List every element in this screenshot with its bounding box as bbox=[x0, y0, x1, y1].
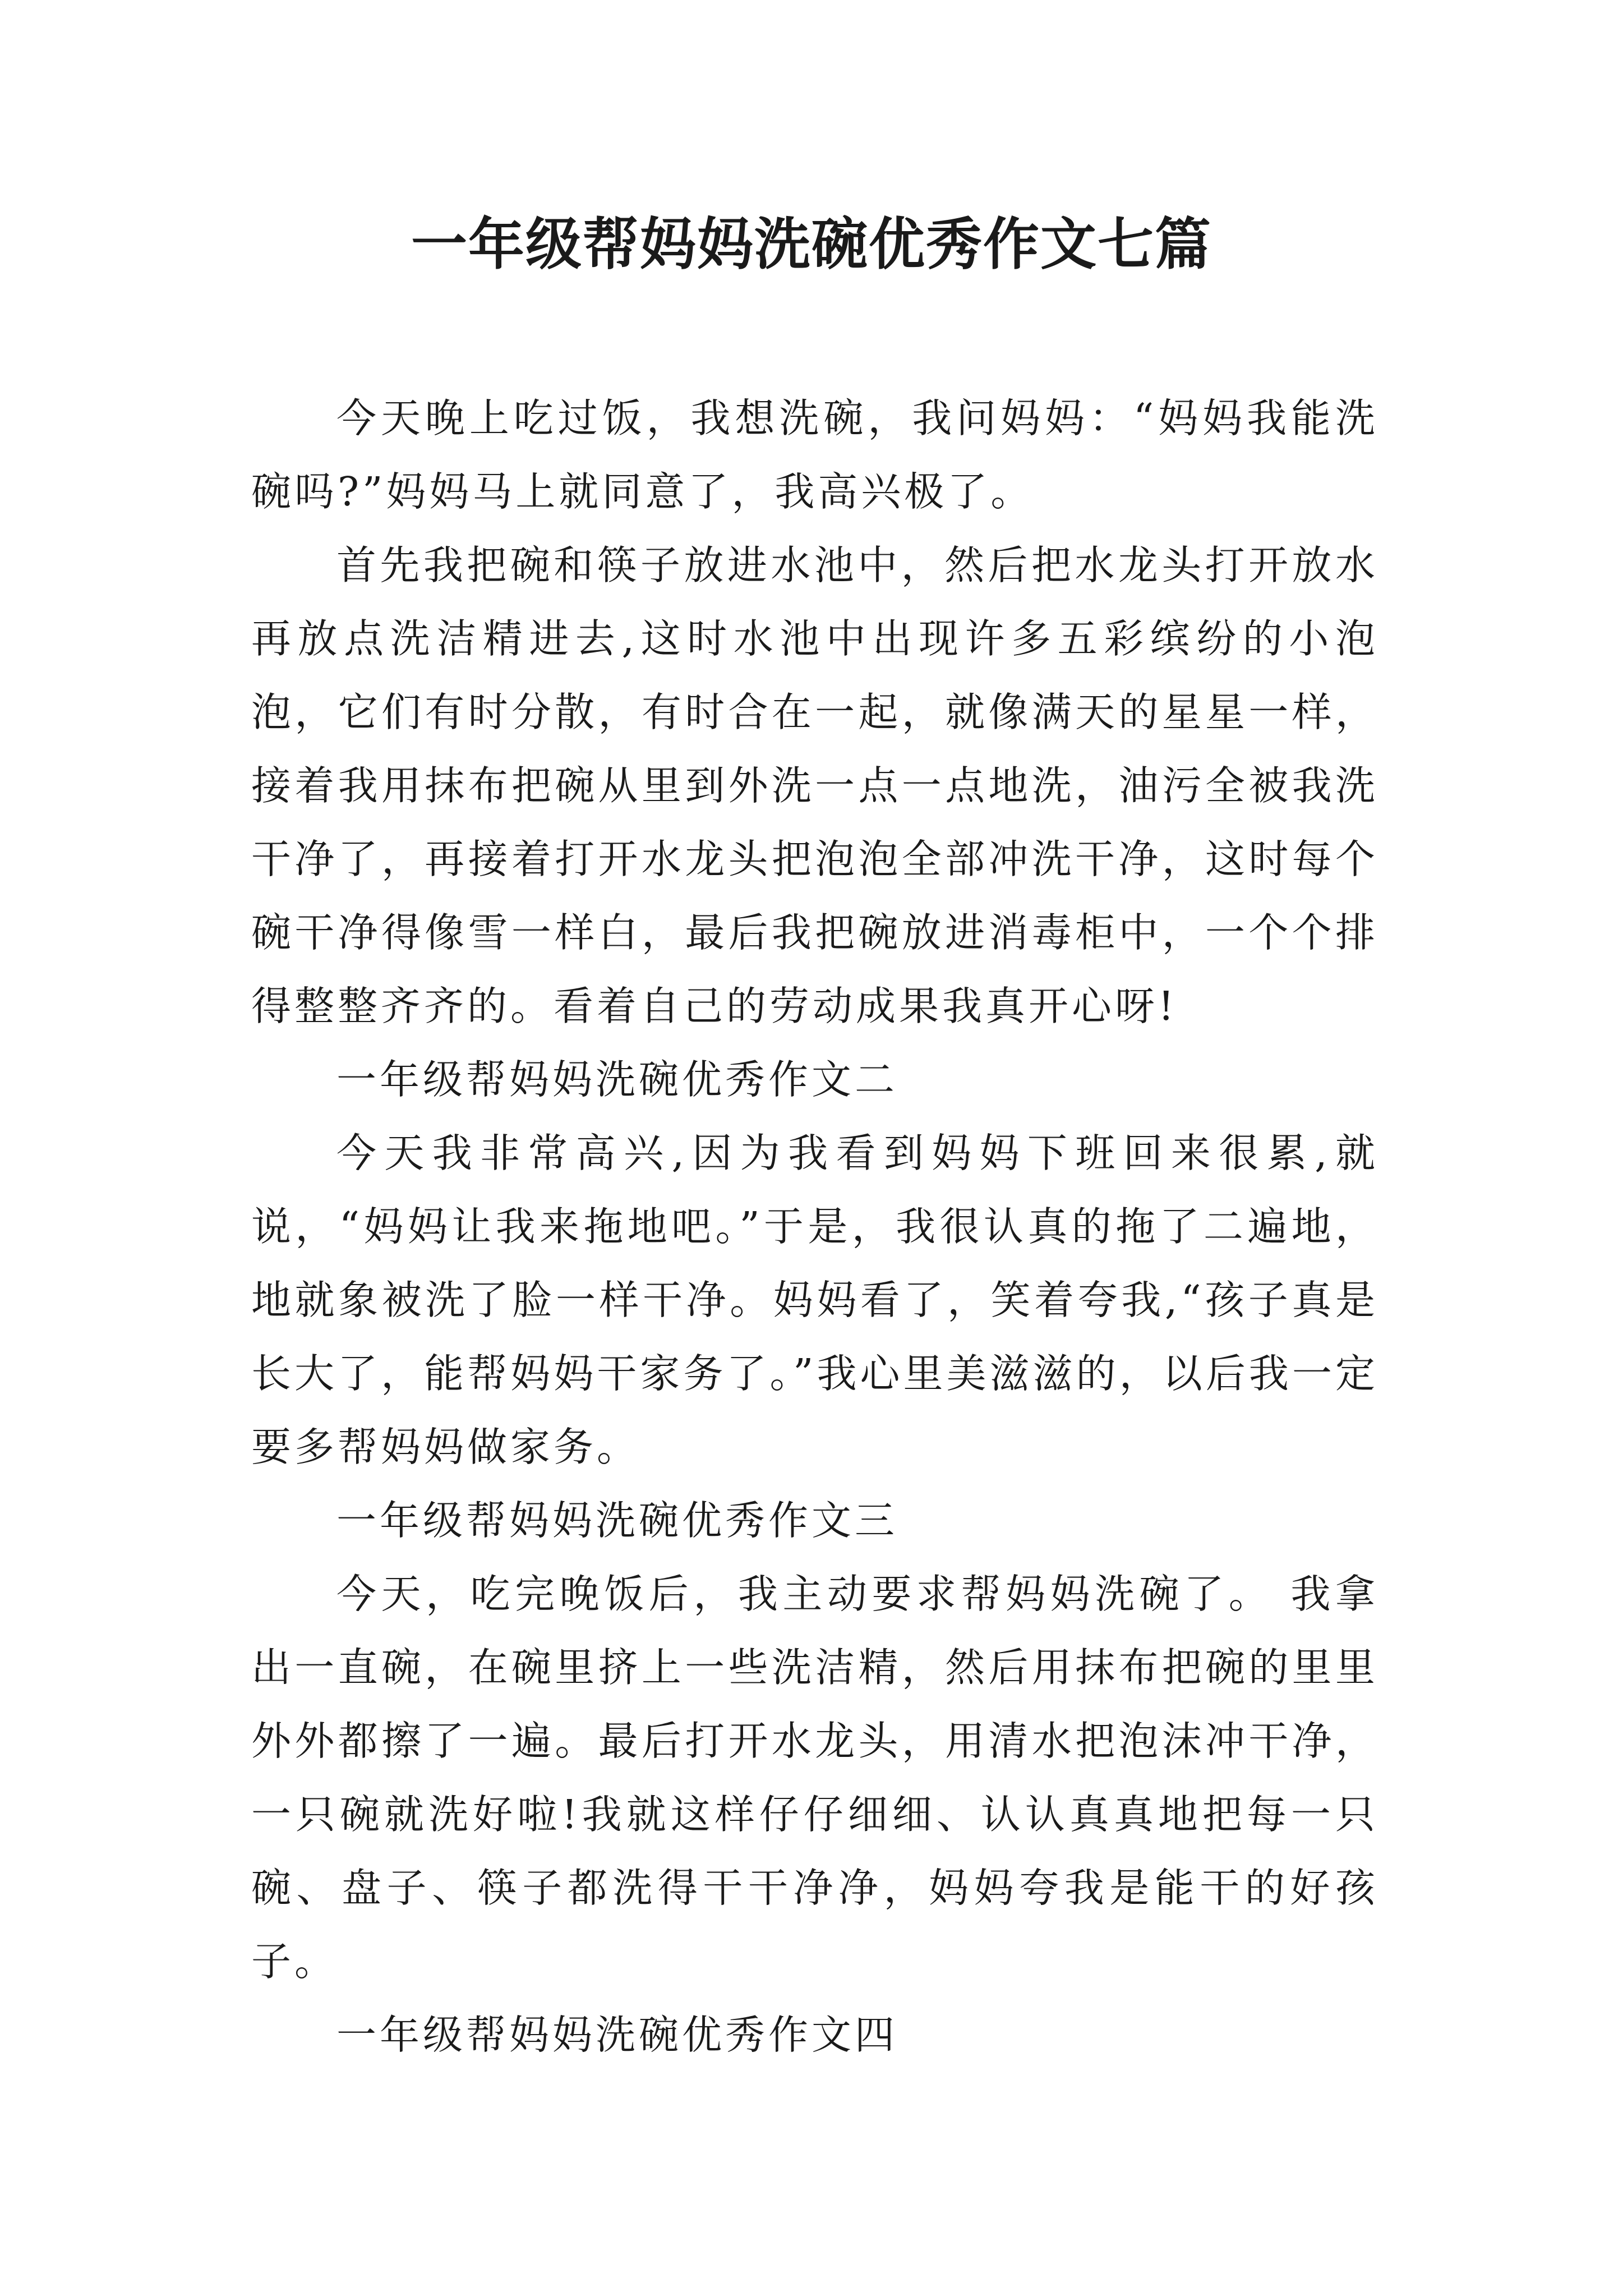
section-heading-3: 一年级帮妈妈洗碗优秀作文三 bbox=[336, 1497, 898, 1544]
section-heading-4: 一年级帮妈妈洗碗优秀作文四 bbox=[336, 2012, 898, 2058]
paragraph-1: 今天晚上吃过饭，我想洗碗，我问妈妈：“妈妈我能洗碗吗?”妈妈马上就同意了，我高兴极了。 bbox=[251, 395, 1378, 515]
paragraph-4: 今天，吃完晚饭后，我主动要求帮妈妈洗碗了。 我拿出一直碗，在碗里挤上一些洗洁精，然后用抹布把碗的里里外外都擦了一遍。最后打开水龙头，用清水把泡沫冲干净，一只碗就洗好啦!我就这样仔仔细细、认认真真地把每一只碗、盘子、筷子都洗得干干净净，妈妈夸我是能干的好孩子。 bbox=[251, 1571, 1378, 1985]
paragraph-2: 首先我把碗和筷子放进水池中，然后把水龙头打开放水再放点洗洁精进去,这时水池中出现许多五彩缤纷的小泡泡，它们有时分散，有时合在一起，就像满天的星星一样，接着我用抹布把碗从里到外洗一点一点地洗，油污全被我洗干净了，再接着打开水龙头把泡泡全部冲洗干净，这时每个碗干净得像雪一样白，最后我把碗放进消毒柜中，一个个排得整整齐齐的。看着自己的劳动成果我真开心呀! bbox=[251, 542, 1378, 1029]
document-body bbox=[251, 381, 1378, 2072]
section-heading-2: 一年级帮妈妈洗碗优秀作文二 bbox=[336, 1056, 898, 1103]
document-title: 一年级帮妈妈洗碗优秀作文七篇 bbox=[411, 211, 1212, 277]
paragraph-3: 今天我非常高兴,因为我看到妈妈下班回来很累,就说，“妈妈让我来拖地吧。”于是，我很认真的拖了二遍地，地就象被洗了脸一样干净。妈妈看了，笑着夸我,“孩子真是长大了，能帮妈妈干家务了。”我心里美滋滋的，以后我一定要多帮妈妈做家务。 bbox=[251, 1130, 1378, 1470]
